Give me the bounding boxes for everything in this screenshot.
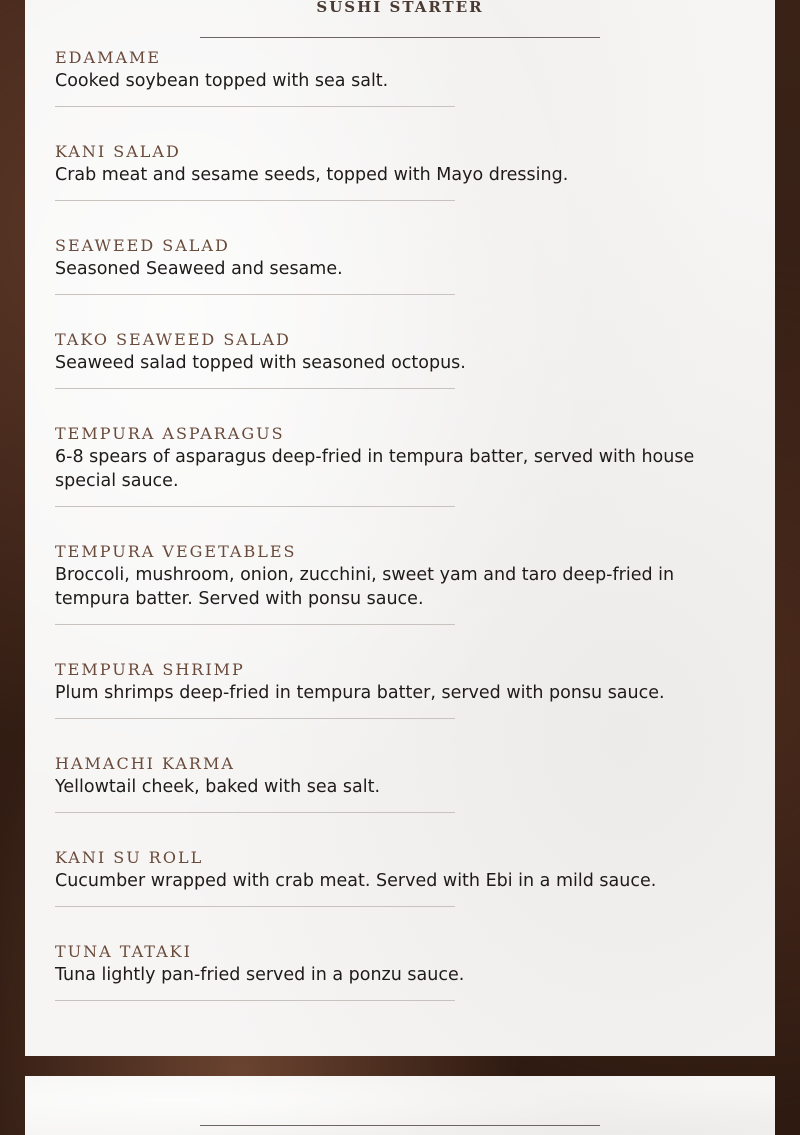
- menu-item-name: KANI SU ROLL: [55, 848, 204, 867]
- menu-item-list: [55, 47, 745, 1035]
- section-title: SUSHI STARTER: [316, 0, 484, 16]
- menu-item-name: KANI SALAD: [55, 142, 181, 161]
- menu-item-name: TUNA TATAKI: [55, 942, 192, 961]
- section-title-divider: [200, 1125, 600, 1126]
- menu-item-name: TEMPURA ASPARAGUS: [55, 424, 285, 443]
- section-title-divider: [200, 37, 600, 38]
- menu-item: [55, 847, 745, 907]
- menu-item: [55, 541, 745, 625]
- menu-item-name: EDAMAME: [55, 48, 162, 67]
- menu-item-description: Seasoned Seaweed and sesame.: [55, 259, 343, 279]
- menu-item-description: Yellowtail cheek, baked with sea salt.: [55, 777, 381, 797]
- menu-item-description: Crab meat and sesame seeds, topped with Mayo dressing.: [55, 165, 569, 185]
- menu-item: [55, 141, 745, 201]
- menu-item: [55, 235, 745, 295]
- menu-item: [55, 329, 745, 389]
- menu-section-panel: [25, 0, 775, 1056]
- menu-item-name: TEMPURA VEGETABLES: [55, 542, 297, 561]
- menu-item-name: TAKO SEAWEED SALAD: [55, 330, 291, 349]
- menu-item: [55, 941, 745, 1001]
- menu-item-name: TEMPURA SHRIMP: [55, 660, 245, 679]
- menu-item-name: HAMACHI KARMA: [55, 754, 235, 773]
- menu-item: [55, 659, 745, 719]
- next-menu-section-panel: [25, 1076, 775, 1135]
- menu-item: [55, 423, 745, 507]
- menu-item-name: SEAWEED SALAD: [55, 236, 230, 255]
- menu-item-description: Cucumber wrapped with crab meat. Served with Ebi in a mild sauce.: [55, 871, 657, 891]
- menu-item-description: Cooked soybean topped with sea salt.: [55, 71, 389, 91]
- menu-item-description: Plum shrimps deep-fried in tempura batter, served with ponsu sauce.: [55, 683, 665, 703]
- menu-item: [55, 47, 745, 107]
- menu-item-description: Seaweed salad topped with seasoned octopus.: [55, 353, 466, 373]
- menu-item-description: Broccoli, mushroom, onion, zucchini, sweet yam and taro deep-fried in tempura batter. Served with ponsu sauce.: [55, 565, 675, 609]
- menu-item-description: 6-8 spears of asparagus deep-fried in tempura batter, served with house special sauce.: [55, 447, 695, 491]
- menu-item: [55, 753, 745, 813]
- menu-item-description: Tuna lightly pan-fried served in a ponzu sauce.: [55, 965, 465, 985]
